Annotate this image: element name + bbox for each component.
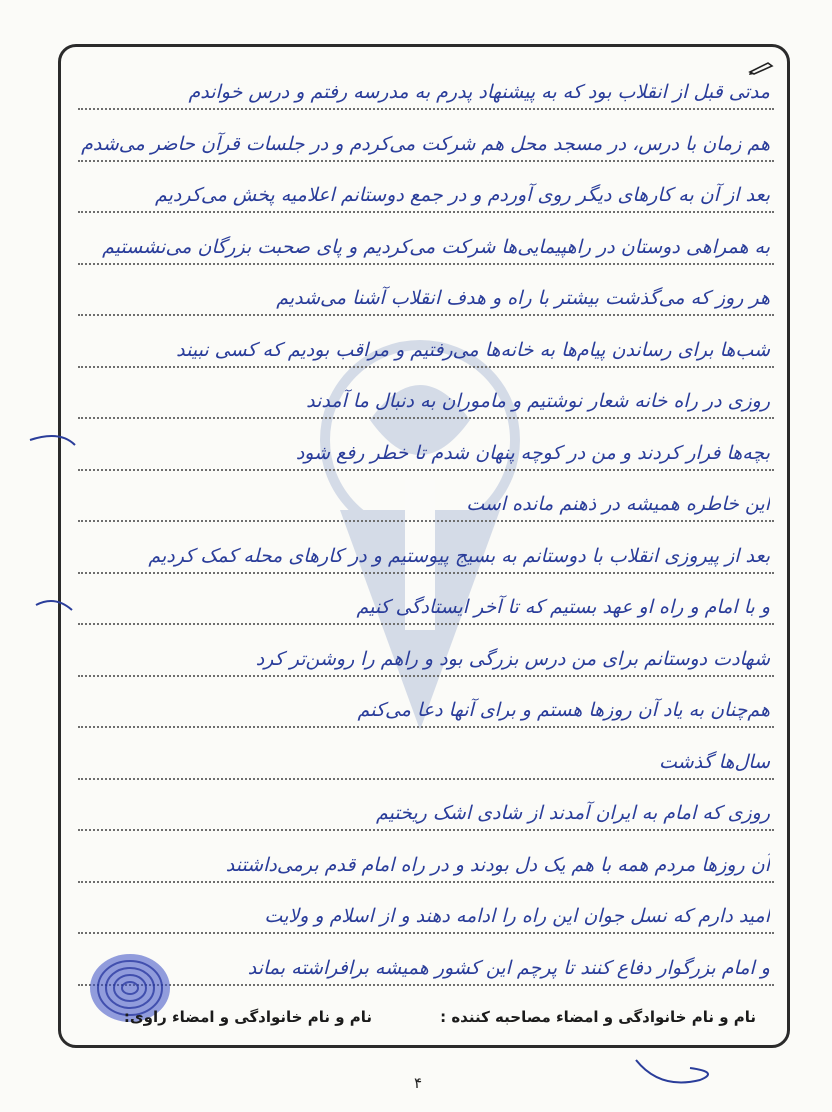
handwritten-line: شهادت دوستانم برای من درس بزرگی بود و راهم را روشن‌تر کرد	[255, 647, 770, 670]
handwritten-line: و با امام و راه او عهد بستیم که تا آخر ایستادگی کنیم	[356, 596, 770, 618]
handwritten-line: بعد از آن به کارهای دیگر روی آوردم و در جمع دوستانم اعلامیه پخش می‌کردیم	[154, 184, 770, 206]
handwritten-line: سال‌ها گذشت	[659, 750, 770, 773]
handwritten-line: روزی در راه خانه شعار نوشتیم و ماموران به دنبال ما آمدند	[306, 390, 770, 412]
handwritten-line: بعد از پیروزی انقلاب با دوستانم به بسیج پیوستیم و در کارهای محله کمک کردیم	[148, 544, 770, 567]
narrator-signature-label: نام و نام خانوادگی و امضاء راوی:	[123, 1008, 372, 1026]
handwritten-line: امید دارم که نسل جوان این راه را ادامه دهند و از اسلام و ولایت	[264, 905, 770, 927]
handwritten-line: هم‌چنان به یاد آن روزها هستم و برای آنها دعا می‌کنم	[357, 699, 770, 721]
handwritten-line: این خاطره همیشه در ذهنم مانده است	[466, 493, 770, 515]
handwritten-line: هم زمان با درس، در مسجد محل هم شرکت می‌کردم و در جلسات قرآن حاضر می‌شدم	[81, 132, 770, 155]
handwritten-line: و امام بزرگوار دفاع کنند تا پرچم این کشور همیشه برافراشته بماند	[247, 956, 770, 979]
handwritten-line: روزی که امام به ایران آمدند از شادی اشک ریختیم	[376, 802, 770, 824]
handwritten-line: مدتی قبل از انقلاب بود که به پیشنهاد پدرم به مدرسه رفتم و درس خواندم	[188, 81, 770, 103]
handwritten-line: بچه‌ها فرار کردند و من در کوچه پنهان شدم تا خطر رفع شود	[295, 441, 770, 464]
handwritten-line: هر روز که می‌گذشت بیشتر با راه و هدف انقلاب آشنا می‌شدیم	[276, 287, 770, 309]
handwritten-line: شب‌ها برای رساندن پیام‌ها به خانه‌ها می‌رفتیم و مراقب بودیم که کسی نبیند	[176, 338, 770, 361]
interviewer-signature-label: نام و نام خانوادگی و امضاء مصاحبه کننده :	[440, 1008, 756, 1026]
handwritten-line: به همراهی دوستان در راهپیمایی‌ها شرکت می‌کردیم و پای صحبت بزرگان می‌نشستیم	[102, 235, 770, 258]
handwritten-line: آن روزها مردم همه با هم یک دل بودند و در راه امام قدم برمی‌داشتند	[225, 853, 770, 876]
page-number: ۴	[413, 1074, 423, 1092]
